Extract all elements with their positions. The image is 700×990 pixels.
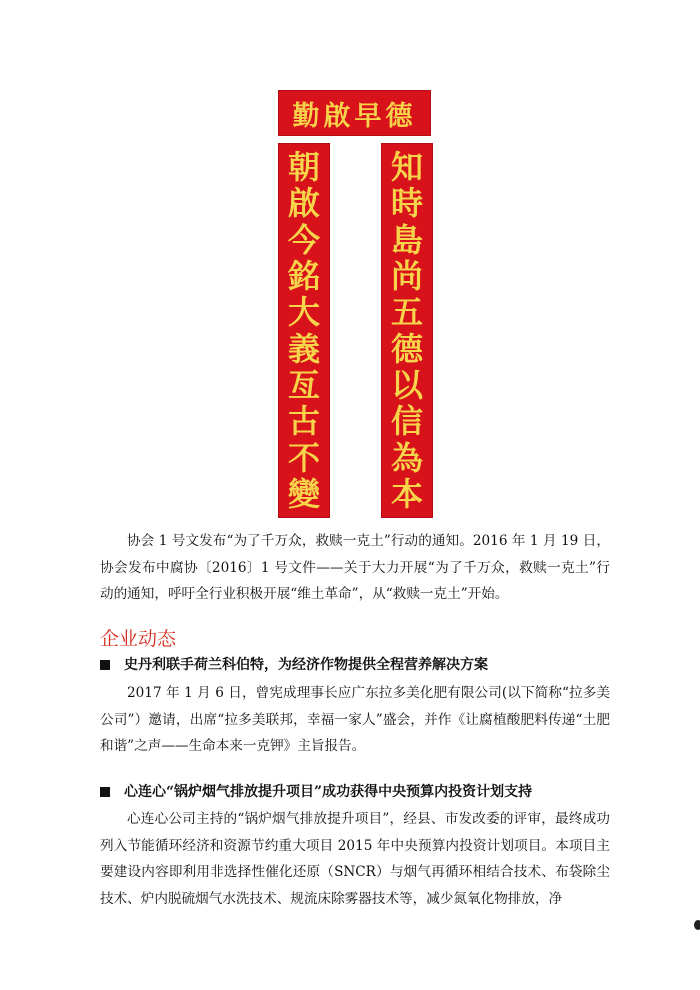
section-title: 企业动态 <box>100 628 177 650</box>
couplet-right-line-scroll <box>278 143 330 518</box>
couplet-char: 尚 <box>390 257 423 296</box>
couplet-char: 今 <box>287 220 320 259</box>
couplet-char: 不 <box>287 438 320 477</box>
news-headline-1 <box>100 654 620 676</box>
couplet-char: 啟 <box>287 184 320 223</box>
news-headline-2 <box>100 781 620 803</box>
news-headline-text: 心连心“锅炉烟气排放提升项目”成功获得中央预算内投资计划支持 <box>124 784 533 800</box>
couplet-char: 大 <box>287 293 320 332</box>
couplet-char: 義 <box>287 329 320 368</box>
bullet-square-icon <box>100 787 110 797</box>
couplet-char: 古 <box>287 402 320 441</box>
couplet-horizontal-scroll <box>278 90 431 136</box>
news-body-2: 心连心公司主持的“锅炉烟气排放提升项目”，经县、市发改委的评审，最终成功列入节能循环经济和资源节约重大项目 2015 年中央预算内投资计划项目。本项目主要建设内容即利用非选择性催化还原（SNCR）与烟气再循环相结合技术、布袋除尘技术、炉内脱硫烟气水洗技术、规流床除雾器技术等，减少氮氧化物排放，净 <box>100 811 610 907</box>
news-headline-text: 史丹利联手荷兰科伯特，为经济作物提供全程营养解决方案 <box>124 657 488 673</box>
couplet-left-line-scroll <box>381 143 433 518</box>
page-edge-mark <box>694 920 700 930</box>
couplet-char: 時 <box>390 184 423 223</box>
couplet-char: 知 <box>390 148 423 187</box>
couplet-char: 以 <box>390 365 423 404</box>
couplet-char: 五 <box>390 293 423 332</box>
couplet-char: 德 <box>390 329 423 368</box>
couplet-horizontal-text: 勤啟早德 <box>292 100 417 132</box>
couplet-char: 朝 <box>287 148 320 187</box>
couplet-char: 變 <box>287 474 320 513</box>
bullet-square-icon <box>100 660 110 670</box>
couplet-char: 本 <box>390 474 423 513</box>
intro-paragraph: 协会 1 号文发布“为了千万众，救赎一克土”行动的通知。2016 年 1 月 19 日，协会发布中腐协〔2016〕1 号文件——关于大力开展“为了千万众，救赎一克土”行动的通知，呼吁全行业积极开展“维土革命”，从“救赎一克土”开始。 <box>100 533 610 602</box>
couplet-char: 島 <box>390 220 423 259</box>
news-body-1: 2017 年 1 月 6 日，曾宪成理事长应广东拉多美化肥有限公司(以下简称“拉多美公司”）邀请，出席“拉多美联邦，幸福一家人”盛会，并作《让腐植酸肥料传递“土肥和谐”之声——生命本来一克钾》主旨报告。 <box>100 685 610 754</box>
couplet-char: 為 <box>390 438 423 477</box>
couplet-char: 亙 <box>287 365 320 404</box>
couplet-char: 銘 <box>287 257 320 296</box>
couplet-char: 信 <box>390 402 423 441</box>
